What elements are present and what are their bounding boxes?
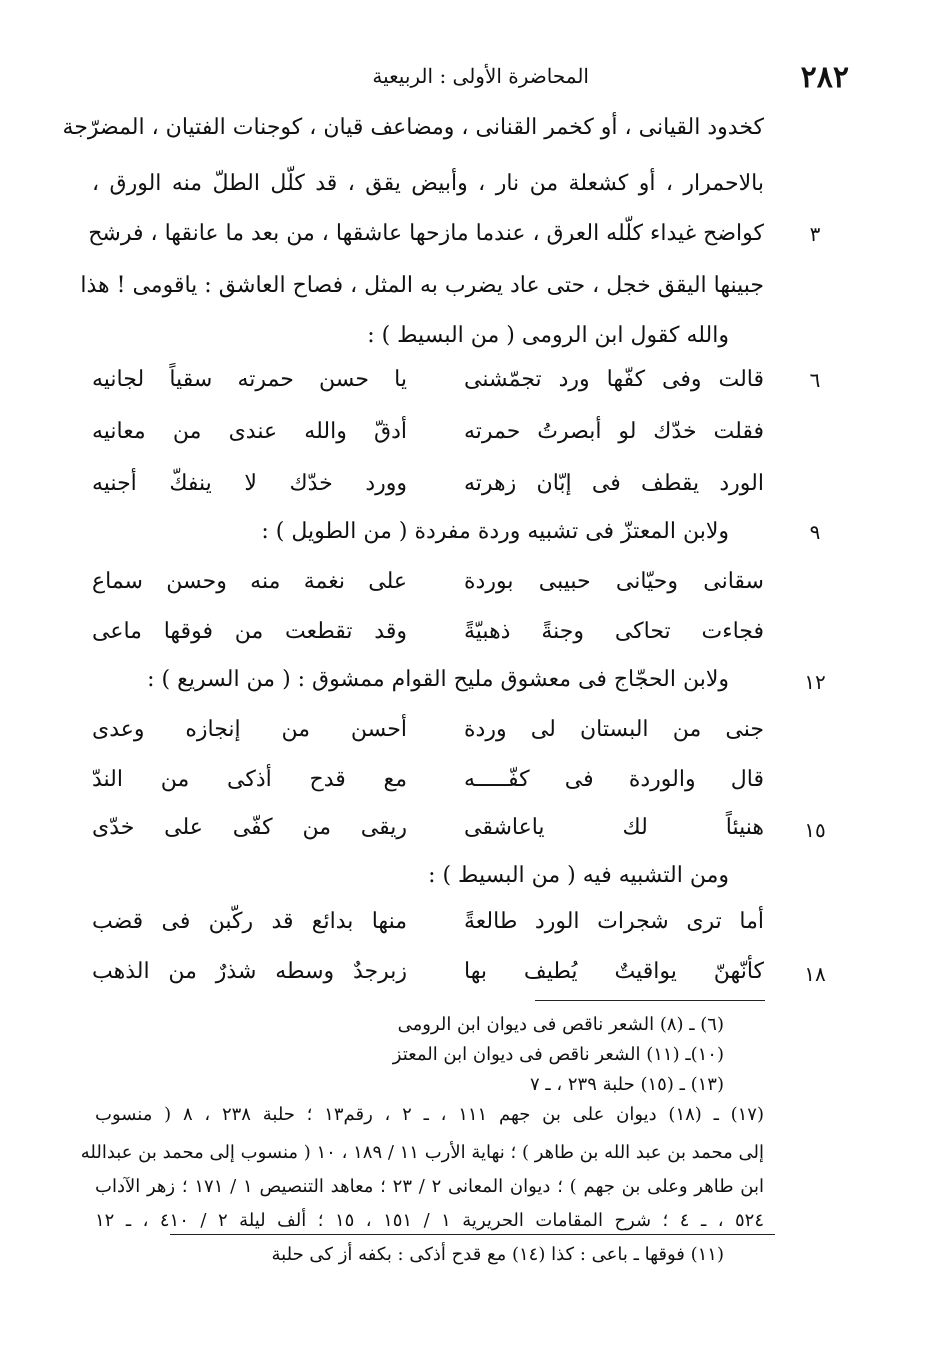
verse-first-hemistich: الورد يقطف فى إبّان زهرته <box>464 471 764 496</box>
verse-first-hemistich: قال والوردة فى كفّـــــه <box>464 767 764 792</box>
footnote: (٦) ـ (٨) الشعر ناقص فى ديوان ابن الرومى <box>397 1014 724 1035</box>
variant-note: (١١) فوقها ـ باعى : كذا (١٤) مع قدح أذكى : بكفه أز كى حلبة <box>271 1244 724 1265</box>
verse-second-hemistich: وورد خدّك لا ينفكّ أجنيه <box>92 471 407 496</box>
poem-intro: ولابن الحجّاج فى معشوق مليح القوام ممشوق : ( من السريع ) : <box>147 667 729 692</box>
verse <box>92 710 764 750</box>
verse <box>92 952 764 992</box>
verse-first-hemistich: كأنّهنّ يواقيتٌ يُطيف بها <box>464 959 764 984</box>
footnote: (١٧) ـ (١٨) ديوان على بن جهم ١١١ ، ـ ٢ ، رقم١٣ ؛ حلبة ٢٣٨ ، ٨ ( منسوب <box>95 1104 765 1125</box>
prose-line: جبينها اليقق خجل ، حتى عاد يضرب به المثل ، فصاح العاشق : ياقومى ! هذا <box>80 273 764 298</box>
line-number: ٣ <box>809 222 821 246</box>
verse-second-hemistich: منها بدائع قد ركّبن فى قضب <box>92 909 407 934</box>
verse-second-hemistich: زبرجدٌ وسطه شذرٌ من الذهب <box>92 959 407 984</box>
line-number: ١٢ <box>804 670 826 694</box>
verse-second-hemistich: وقد تقطعت من فوقها ماعى <box>92 619 407 644</box>
footnote-rule <box>535 1000 765 1001</box>
line-number: ١٨ <box>804 962 826 986</box>
footnote: ابن طاهر وعلى بن جهم ) ؛ ديوان المعانى ٢ / ٢٣ ؛ معاهد التنصيص ١ / ١٧١ ؛ زهر الآداب <box>95 1176 765 1197</box>
prose-line: بالاحمرار ، أو كشعلة من نار ، وأبيض يقق ، قد كلّل الطلّ منه الورق ، <box>92 171 764 196</box>
prose-line: كواضح غيداء كلّله العرق ، عندما مازحها عاشقها ، من بعد ما عانقها ، فرشح <box>88 221 764 246</box>
prose-line: كخدود القيانى ، أو كخمر القنانى ، ومضاعف قيان ، كوجنات الفتيان ، المضرّجة <box>62 115 764 140</box>
verse <box>92 902 764 942</box>
verse-first-hemistich: جنى من البستان لى وردة <box>464 717 764 742</box>
poem-intro: ولابن المعتزّ فى تشبيه وردة مفردة ( من الطويل ) : <box>261 519 729 544</box>
line-number: ٦ <box>809 368 821 392</box>
footnote: ٥٢٤ ، ـ ٤ ؛ شرح المقامات الحريرية ١ / ١٥١ ، ١٥ ؛ ألف ليلة ٢ / ٤١٠ ، ـ ١٢ <box>95 1210 765 1231</box>
verse <box>92 808 764 848</box>
verse-first-hemistich: قالت وفى كفّها ورد تجمّشنى <box>464 367 764 392</box>
footnote: إلى محمد بن عبد الله بن طاهر ) ؛ نهاية الأرب ١١ / ١٨٩ ، ١٠ ( منسوب إلى محمد بن عبدالله <box>80 1142 764 1163</box>
verse-second-hemistich: يا حسن حمرته سقياً لجانيه <box>92 367 407 392</box>
verse-second-hemistich: على نغمة منه وحسن سماع <box>92 569 407 594</box>
verse-second-hemistich: أحسن من إنجازه وعدى <box>92 717 407 742</box>
verse <box>92 760 764 800</box>
page-number: ٢٨٢ <box>800 60 849 95</box>
verse <box>92 612 764 652</box>
verse-second-hemistich: ريقى من كفّى على خدّى <box>92 815 407 840</box>
verse <box>92 562 764 602</box>
verse-first-hemistich: فقلت خدّك لو أبصرتُ حمرته <box>464 419 764 444</box>
poem-intro: ومن التشبيه فيه ( من البسيط ) : <box>428 863 729 888</box>
poem-intro: والله كقول ابن الرومى ( من البسيط ) : <box>367 323 729 348</box>
verse <box>92 464 764 504</box>
verse <box>92 412 764 452</box>
footnote-rule <box>170 1234 775 1235</box>
line-number: ٩ <box>809 520 821 544</box>
verse-first-hemistich: سقانى وحيّانى حبيبى بوردة <box>464 569 764 594</box>
line-number: ١٥ <box>804 818 826 842</box>
page-header <box>80 58 849 98</box>
verse <box>92 360 764 400</box>
footnote: (١٠)ـ (١١) الشعر ناقص فى ديوان ابن المعتز <box>392 1044 724 1065</box>
verse-first-hemistich: هنيئاً لك ياعاشقى <box>464 815 764 840</box>
verse-second-hemistich: مع قدح أذكى من الندّ <box>92 767 407 792</box>
footnote: (١٣) ـ (١٥) حلبة ٢٣٩ ، ـ ٧ <box>529 1074 724 1095</box>
verse-first-hemistich: فجاءت تحاكى وجنةً ذهبيّةً <box>464 619 764 644</box>
verse-first-hemistich: أما ترى شجرات الورد طالعةً <box>464 909 764 934</box>
verse-second-hemistich: أدقّ والله عندى من معانيه <box>92 419 407 444</box>
running-title: المحاضرة الأولى : الربيعية <box>372 64 589 88</box>
